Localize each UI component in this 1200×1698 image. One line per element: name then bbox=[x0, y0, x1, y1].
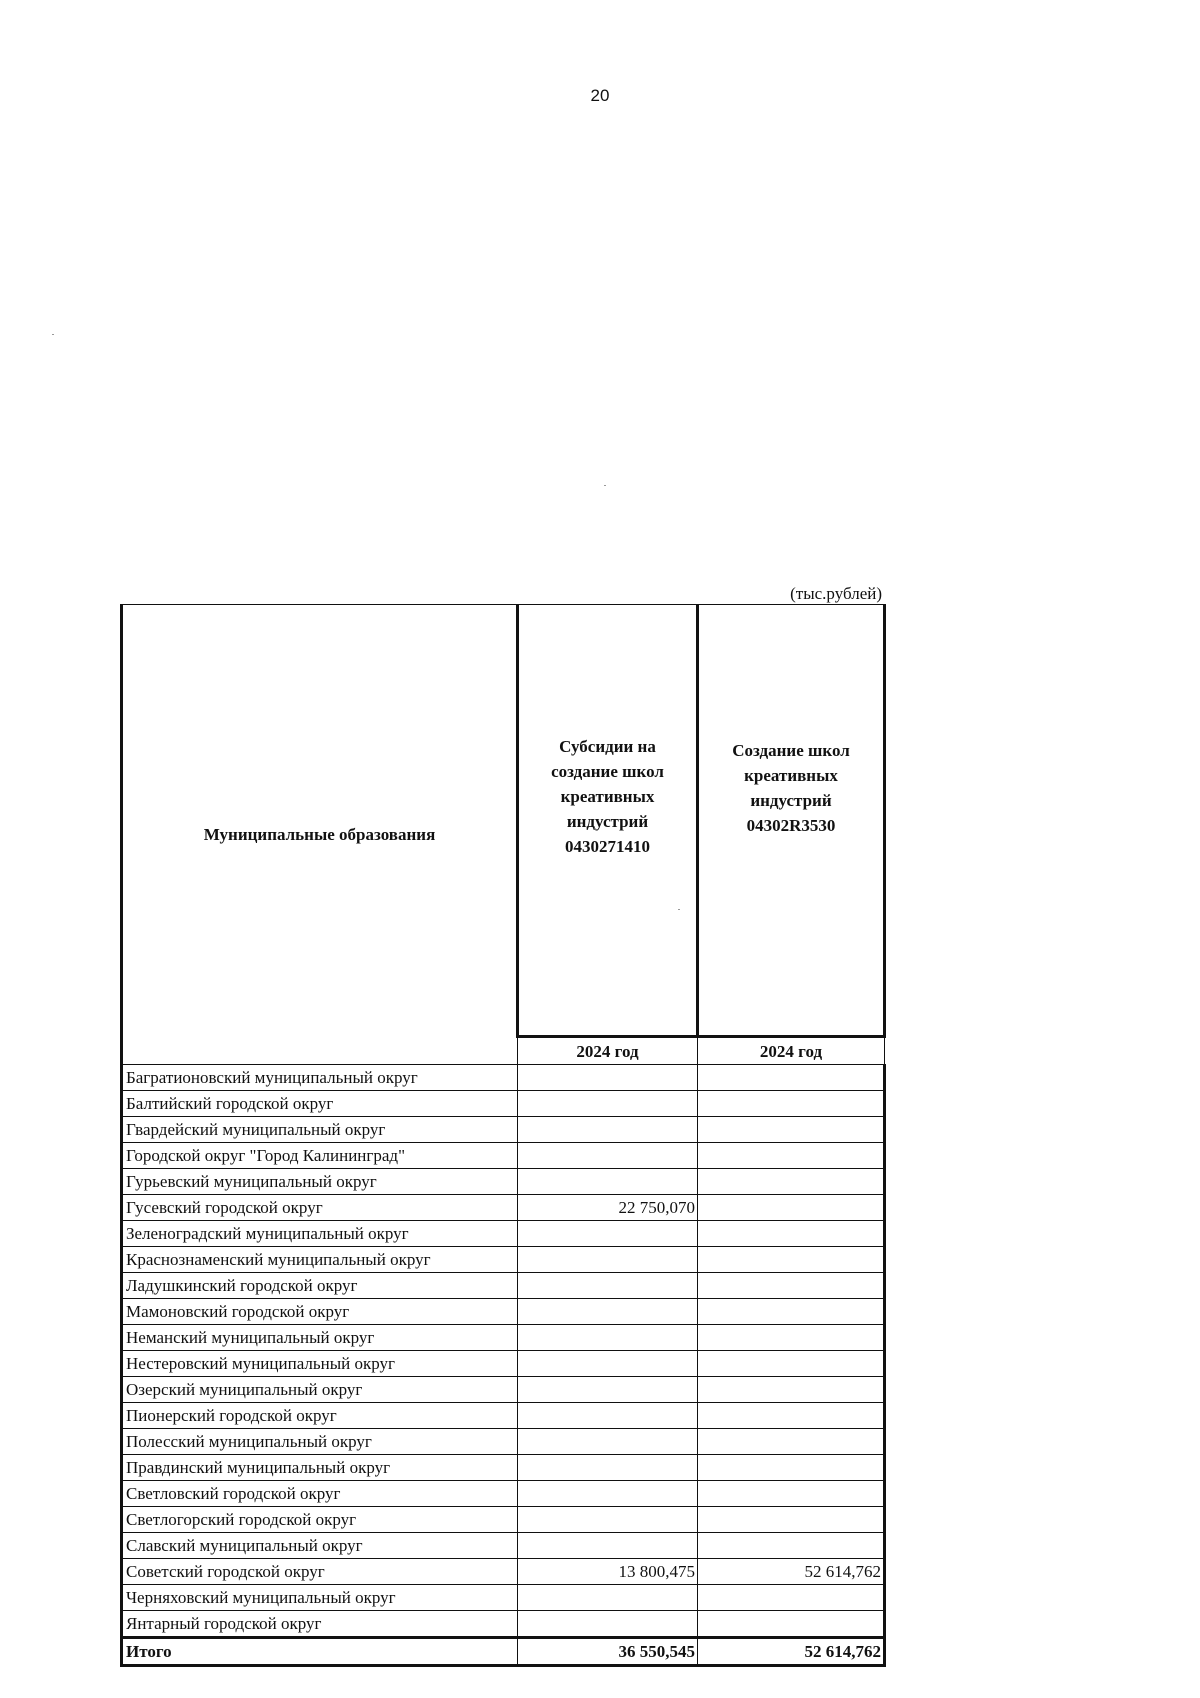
units-label: (тыс.рублей) bbox=[790, 584, 882, 603]
value-col-a bbox=[518, 1455, 698, 1481]
table-row bbox=[122, 1195, 885, 1221]
scan-speck bbox=[604, 485, 606, 486]
municipality-name: Мамоновский городской округ bbox=[122, 1299, 518, 1325]
total-label: Итого bbox=[122, 1638, 518, 1666]
value-col-b bbox=[698, 1065, 885, 1091]
value-col-a bbox=[518, 1507, 698, 1533]
header-col-a: Субсидии на создание школ креативных индустрий 0430271410 bbox=[518, 605, 698, 1037]
municipality-name: Нестеровский муниципальный округ bbox=[122, 1351, 518, 1377]
value-col-b bbox=[698, 1195, 885, 1221]
value-col-b: 52 614,762 bbox=[698, 1559, 885, 1585]
header-col-b: Создание школ креативных индустрий 04302R3530 bbox=[698, 605, 885, 1037]
subsidy-table bbox=[120, 604, 886, 1667]
value-col-a bbox=[518, 1481, 698, 1507]
municipality-name: Городской округ "Город Калининград" bbox=[122, 1143, 518, 1169]
value-col-a bbox=[518, 1611, 698, 1638]
municipality-name: Полесский муниципальный округ bbox=[122, 1429, 518, 1455]
value-col-b bbox=[698, 1585, 885, 1611]
value-col-a bbox=[518, 1585, 698, 1611]
table-row bbox=[122, 1611, 885, 1638]
municipality-name: Светлогорский городской округ bbox=[122, 1507, 518, 1533]
table-row bbox=[122, 1533, 885, 1559]
value-col-a bbox=[518, 1325, 698, 1351]
municipality-name: Ладушкинский городской округ bbox=[122, 1273, 518, 1299]
value-col-a: 22 750,070 bbox=[518, 1195, 698, 1221]
page-number: 20 bbox=[590, 86, 610, 105]
table-row bbox=[122, 1429, 885, 1455]
value-col-a bbox=[518, 1533, 698, 1559]
value-col-b bbox=[698, 1117, 885, 1143]
value-col-b bbox=[698, 1455, 885, 1481]
scan-speck bbox=[52, 334, 54, 335]
value-col-b bbox=[698, 1481, 885, 1507]
value-col-a bbox=[518, 1247, 698, 1273]
year-col-a: 2024 год bbox=[518, 1037, 698, 1065]
table-row bbox=[122, 1403, 885, 1429]
total-row bbox=[122, 1638, 885, 1666]
table-row bbox=[122, 1065, 885, 1091]
value-col-a bbox=[518, 1429, 698, 1455]
municipality-name: Зеленоградский муниципальный округ bbox=[122, 1221, 518, 1247]
value-col-b bbox=[698, 1221, 885, 1247]
total-col-a: 36 550,545 bbox=[518, 1638, 698, 1666]
municipality-name: Светловский городской округ bbox=[122, 1481, 518, 1507]
municipality-name: Славский муниципальный округ bbox=[122, 1533, 518, 1559]
table-row bbox=[122, 1169, 885, 1195]
table-body bbox=[122, 1065, 885, 1666]
table-row bbox=[122, 1481, 885, 1507]
value-col-a bbox=[518, 1351, 698, 1377]
total-col-b: 52 614,762 bbox=[698, 1638, 885, 1666]
municipality-name: Правдинский муниципальный округ bbox=[122, 1455, 518, 1481]
table-row bbox=[122, 1559, 885, 1585]
municipality-name: Гусевский городской округ bbox=[122, 1195, 518, 1221]
table-row bbox=[122, 1247, 885, 1273]
municipality-name: Краснознаменский муниципальный округ bbox=[122, 1247, 518, 1273]
value-col-a bbox=[518, 1143, 698, 1169]
value-col-b bbox=[698, 1299, 885, 1325]
value-col-b bbox=[698, 1611, 885, 1638]
value-col-a bbox=[518, 1377, 698, 1403]
value-col-a bbox=[518, 1091, 698, 1117]
municipality-name: Озерский муниципальный округ bbox=[122, 1377, 518, 1403]
value-col-a bbox=[518, 1403, 698, 1429]
value-col-a bbox=[518, 1065, 698, 1091]
value-col-b bbox=[698, 1325, 885, 1351]
value-col-b bbox=[698, 1377, 885, 1403]
value-col-a: 13 800,475 bbox=[518, 1559, 698, 1585]
year-col-b: 2024 год bbox=[698, 1037, 885, 1065]
table-row bbox=[122, 1325, 885, 1351]
municipality-name: Гурьевский муниципальный округ bbox=[122, 1169, 518, 1195]
municipality-name: Советский городской округ bbox=[122, 1559, 518, 1585]
table-row bbox=[122, 1299, 885, 1325]
municipality-name: Неманский муниципальный округ bbox=[122, 1325, 518, 1351]
value-col-a bbox=[518, 1221, 698, 1247]
value-col-b bbox=[698, 1143, 885, 1169]
value-col-b bbox=[698, 1533, 885, 1559]
table-row bbox=[122, 1221, 885, 1247]
value-col-b bbox=[698, 1429, 885, 1455]
municipality-name: Пионерский городской округ bbox=[122, 1403, 518, 1429]
value-col-a bbox=[518, 1169, 698, 1195]
table-row bbox=[122, 1351, 885, 1377]
value-col-a bbox=[518, 1273, 698, 1299]
table-row bbox=[122, 1273, 885, 1299]
municipality-name: Балтийский городской округ bbox=[122, 1091, 518, 1117]
municipality-name: Янтарный городской округ bbox=[122, 1611, 518, 1638]
table-row bbox=[122, 1377, 885, 1403]
value-col-b bbox=[698, 1351, 885, 1377]
value-col-b bbox=[698, 1507, 885, 1533]
municipality-name: Багратионовский муниципальный округ bbox=[122, 1065, 518, 1091]
table-row bbox=[122, 1585, 885, 1611]
table-row bbox=[122, 1091, 885, 1117]
table-row bbox=[122, 1143, 885, 1169]
header-municipality: Муниципальные образования bbox=[122, 605, 518, 1065]
value-col-b bbox=[698, 1091, 885, 1117]
table-row bbox=[122, 1455, 885, 1481]
value-col-b bbox=[698, 1169, 885, 1195]
table-row bbox=[122, 1507, 885, 1533]
value-col-a bbox=[518, 1117, 698, 1143]
municipality-name: Черняховский муниципальный округ bbox=[122, 1585, 518, 1611]
municipality-name: Гвардейский муниципальный округ bbox=[122, 1117, 518, 1143]
table-row bbox=[122, 1117, 885, 1143]
value-col-b bbox=[698, 1273, 885, 1299]
header-row bbox=[122, 605, 885, 1037]
value-col-b bbox=[698, 1403, 885, 1429]
value-col-a bbox=[518, 1299, 698, 1325]
value-col-b bbox=[698, 1247, 885, 1273]
